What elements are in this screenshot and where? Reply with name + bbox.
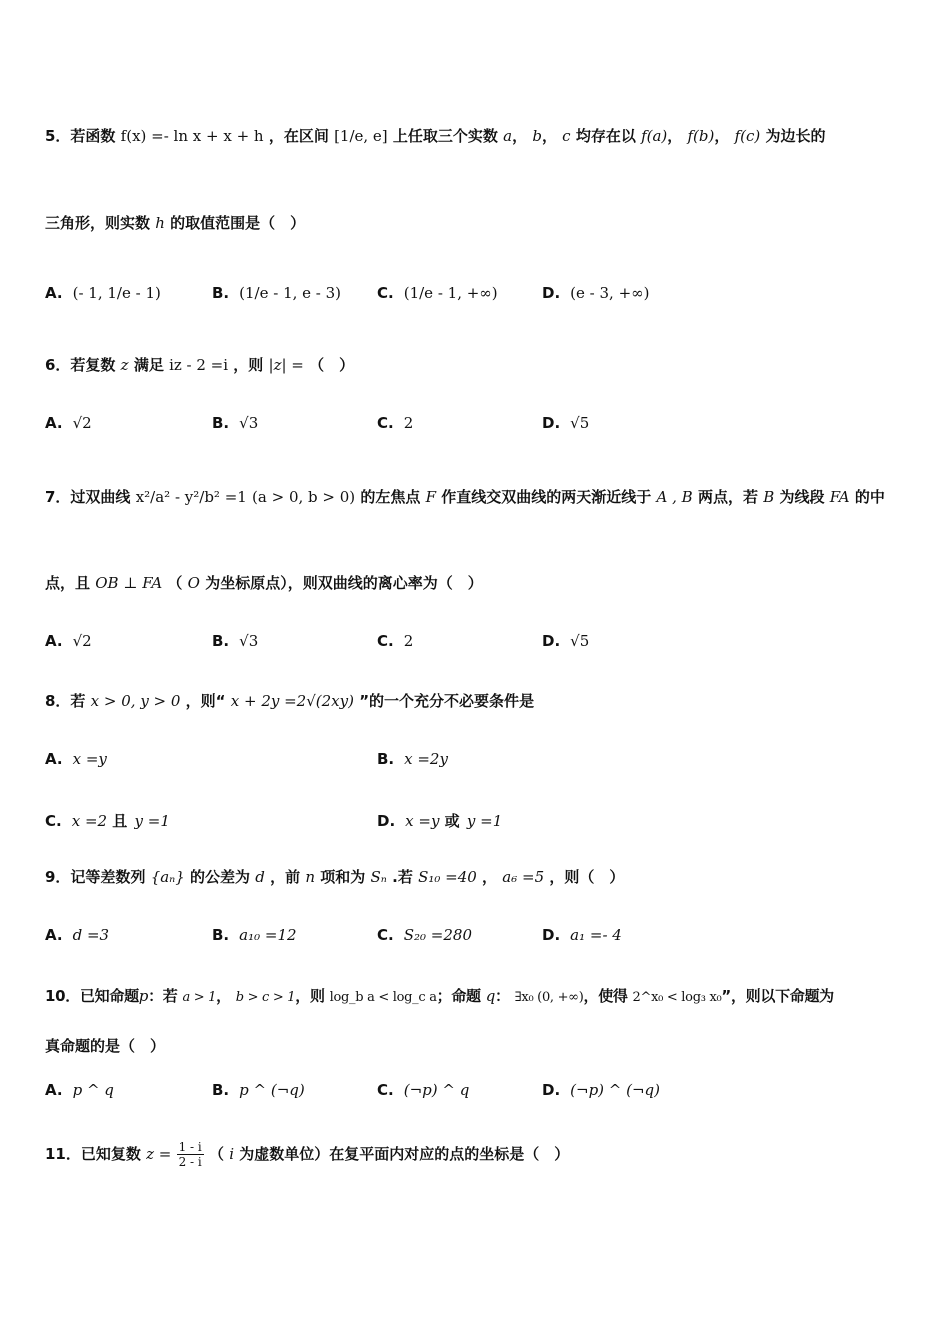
q7-stem_a: 7．过双曲线: [45, 488, 131, 506]
q8-options-2-conj: 且: [112, 812, 128, 830]
q9-stem_c: ，前: [270, 868, 301, 886]
q10-stem_c: ，: [216, 987, 231, 1005]
q10-options-2-value: (¬p) ^ q: [403, 1081, 470, 1099]
q7-options-1-value: √3: [239, 632, 259, 650]
q5-option-d[interactable]: [542, 284, 650, 302]
q5-options-2-label: C.: [377, 284, 394, 302]
q9-stem_b: 的公差为: [190, 868, 251, 886]
q5-stem-line1: 5．若函数 f(x) =- ln x + x + h ，在区间 [1/e, e] 上任取三个实数 a， b， c 均存在以 f(a)， f(b)， f(c) 为边长的: [45, 127, 826, 145]
q6-options-0-label: A.: [45, 414, 63, 432]
q8-options-0-label: A.: [45, 750, 63, 768]
q7-stem_i: 为坐标原点），则双曲线的离心率为（ ）: [205, 574, 483, 592]
q9-options-0-value: d =3: [72, 926, 110, 944]
q5-stem_f: 三角形，则实数: [45, 214, 151, 232]
q8-option-c[interactable]: [45, 810, 170, 831]
q5-stem-line2: [45, 212, 910, 234]
q8-options-2-value2: y =1: [134, 812, 170, 830]
q8-stem_b: ，则“: [185, 692, 226, 710]
q5-fb: f(b): [687, 127, 715, 145]
q8-options-3-label: D.: [377, 812, 396, 830]
q6-option-d[interactable]: [542, 414, 589, 432]
q6-option-c[interactable]: [377, 414, 413, 432]
q9-option-a[interactable]: [45, 926, 109, 944]
q7-perp: OB ⊥ FA: [95, 574, 163, 592]
q5-options-1-value: (1/e - 1, e - 3): [239, 284, 342, 302]
q9-option-c[interactable]: [377, 926, 472, 944]
q8-options-3-conj: 或: [444, 812, 460, 830]
q10-option-d[interactable]: [542, 1081, 660, 1099]
q6-options-1-value: √3: [239, 414, 259, 432]
q5-stem_e: 为边长的: [765, 127, 826, 145]
q9-Sn: Sₙ: [370, 868, 387, 886]
q8-option-b[interactable]: [377, 750, 448, 768]
q8-options-1-label: B.: [377, 750, 395, 768]
q5-vars-2: c: [562, 127, 571, 145]
q5-stem_d: 均存在以: [575, 127, 636, 145]
q10-c1: a > 1: [182, 990, 217, 1005]
q8-option-a[interactable]: [45, 750, 107, 768]
q9-options-2-value: S₂₀ =280: [403, 926, 472, 944]
q7-B: B: [763, 488, 775, 506]
q10-stem_a: 10．已知命题: [45, 987, 139, 1005]
q5-options-2-value: (1/e - 1, +∞): [403, 284, 498, 302]
q5-vars-1: b: [532, 127, 542, 145]
q10-exists: ∃x₀ (0, +∞): [514, 990, 584, 1005]
q6-eq: iz - 2 =i: [169, 356, 229, 374]
q8-options-3-value2: y =1: [466, 812, 503, 830]
q7-stem-line1: [45, 486, 910, 508]
q10-options-1-value: p ^ (¬q): [239, 1081, 305, 1099]
q7-option-d[interactable]: [542, 632, 589, 650]
q7-options-0-label: A.: [45, 632, 63, 650]
q10-options-0-value: p ^ q: [72, 1081, 114, 1099]
q10-options-3-value: (¬p) ^ (¬q): [570, 1081, 661, 1099]
q10-p: p: [138, 987, 149, 1005]
q9-option-b[interactable]: [212, 926, 297, 944]
q8-stem: [45, 690, 910, 712]
q7-stem_f: 的中: [854, 488, 885, 506]
q6-options-3-label: D.: [542, 414, 561, 432]
q10-stem_g: ，使得: [583, 987, 628, 1005]
q9-d: d: [255, 868, 265, 886]
q7-stem_g: 点，且: [45, 574, 91, 592]
q10-stem_b: ：若: [148, 987, 178, 1005]
q10-options-2-label: C.: [377, 1081, 394, 1099]
q9-stem: [45, 866, 910, 888]
q7-stem_e: 为线段: [779, 488, 825, 506]
q7-FA: FA: [829, 488, 850, 506]
q6-absz: |z| =: [268, 356, 304, 374]
q5-interval: [1/e, e]: [334, 127, 388, 145]
q5-stem_a: 5．若函数: [45, 127, 116, 145]
q6-options-2-label: C.: [377, 414, 394, 432]
q10-ineq: 2^x₀ < log₃ x₀: [632, 990, 722, 1005]
q9-options-3-label: D.: [542, 926, 561, 944]
q10-option-b[interactable]: [212, 1081, 305, 1099]
q10-stem_e: ；命题: [436, 987, 481, 1005]
q8-options-2-label: C.: [45, 812, 62, 830]
q11-stem_c: 为虚数单位）在复平面内对应的点的坐标是（ ）: [239, 1145, 570, 1163]
q6-z: z: [120, 356, 129, 374]
q11-fraction: [177, 1140, 204, 1169]
q6-options-1-label: B.: [212, 414, 230, 432]
q7-stem_h: （: [167, 574, 183, 592]
q7-options-3-value: √5: [570, 632, 590, 650]
q5-stem_c: 上任取三个实数: [392, 127, 498, 145]
q7-cond: (a > 0, b > 0): [252, 488, 356, 506]
q6-stem_d: （ ）: [309, 356, 355, 374]
q10-options-1-label: B.: [212, 1081, 230, 1099]
q7-option-b[interactable]: [212, 632, 258, 650]
q10-stem_d: ，则: [295, 987, 325, 1005]
q5-option-c[interactable]: [377, 284, 498, 302]
q6-options-0-value: √2: [72, 414, 92, 432]
q10-options-3-label: D.: [542, 1081, 561, 1099]
q9-seq: {aₙ}: [150, 868, 185, 886]
q11-stem_a: 11．已知复数: [45, 1145, 141, 1163]
q11-z: z =: [146, 1145, 172, 1163]
q5-options-0-value: (- 1, 1/e - 1): [72, 284, 161, 302]
q5-h: h: [155, 214, 165, 232]
q5-fa: f(a): [641, 127, 668, 145]
q5-options-1-label: B.: [212, 284, 230, 302]
q9-options-0-label: A.: [45, 926, 63, 944]
q7-stem_d: 两点，若: [697, 488, 758, 506]
q11-stem: [45, 1140, 910, 1169]
q7-stem_b: 的左焦点: [360, 488, 421, 506]
q10-log: log_b a < log_c a: [329, 990, 437, 1005]
q7-AB: A , B: [656, 488, 693, 506]
q7-options-1-label: B.: [212, 632, 230, 650]
q7-options-2-value: 2: [403, 632, 414, 650]
hyperbola-equation: x²/a² - y²/b² =1: [135, 488, 247, 506]
q7-O: O: [187, 574, 200, 592]
q6-option-a[interactable]: [45, 414, 92, 432]
q5-options-3-value: (e - 3, +∞): [570, 284, 650, 302]
q10-option-c[interactable]: [377, 1081, 469, 1099]
q7-stem-line2: [45, 572, 910, 594]
q9-s10: S₁₀ =40: [418, 868, 477, 886]
q7-option-c[interactable]: [377, 632, 413, 650]
q9-n: n: [305, 868, 316, 886]
q6-options-2-value: 2: [403, 414, 414, 432]
q6-stem_b: 满足: [133, 356, 164, 374]
q7-options-3-label: D.: [542, 632, 561, 650]
q9-stem_d: 项和为: [320, 868, 366, 886]
q5-stem_b: ，在区间: [268, 127, 329, 145]
q5-stem_g: 的取值范围是（ ）: [170, 214, 306, 232]
q11-den: 2 - i: [178, 1155, 202, 1169]
q8-cond: x > 0, y > 0: [90, 692, 181, 710]
q11-i: i: [229, 1145, 235, 1163]
q5-vars-0: a: [503, 127, 513, 145]
q9-options-1-value: a₁₀ =12: [239, 926, 297, 944]
q9-stem_e: .若: [392, 868, 413, 886]
q6-options-3-value: √5: [570, 414, 590, 432]
q10-stem-line2: [45, 1035, 910, 1057]
q10-stem_f: ：: [495, 987, 510, 1005]
q9-stem_f: ，: [482, 868, 498, 886]
q5-option-b[interactable]: [212, 284, 341, 302]
q9-options-3-value: a₁ =- 4: [570, 926, 622, 944]
q6-stem_a: 6．若复数: [45, 356, 116, 374]
q8-options-1-value: x =2y: [404, 750, 448, 768]
q5-options-3-label: D.: [542, 284, 561, 302]
q9-options-1-label: B.: [212, 926, 230, 944]
q5-fc: f(c): [734, 127, 761, 145]
q7-F: F: [425, 488, 437, 506]
q10-q: q: [485, 987, 496, 1005]
q9-stem_g: ，则（ ）: [549, 868, 625, 886]
q8-stem_a: 8．若: [45, 692, 86, 710]
q10-options-0-label: A.: [45, 1081, 63, 1099]
q11-num: 1 - i: [178, 1140, 202, 1154]
q8-options-0-value: x =y: [72, 750, 107, 768]
q9-options-2-label: C.: [377, 926, 394, 944]
q8-eq: x + 2y =2√(2xy): [230, 692, 354, 710]
q10-stem_i: 真命题的是（ ）: [45, 1037, 166, 1055]
q9-a6: a₆ =5: [502, 868, 545, 886]
q6-stem_c: ，则: [233, 356, 264, 374]
q11-stem_b: （: [208, 1145, 224, 1163]
q5-options-0-label: A.: [45, 284, 63, 302]
q8-stem_c: ”的一个充分不必要条件是: [359, 692, 535, 710]
q9-option-d[interactable]: [542, 926, 622, 944]
q6-option-b[interactable]: [212, 414, 258, 432]
q10-option-a[interactable]: [45, 1081, 114, 1099]
q7-option-a[interactable]: [45, 632, 92, 650]
q6-stem: [45, 354, 910, 376]
q8-options-3-value: x =y: [405, 812, 440, 830]
q10-stem_h: ”，则以下命题为: [721, 987, 834, 1005]
q8-options-2-value: x =2: [71, 812, 108, 830]
q7-options-0-value: √2: [72, 632, 92, 650]
q10-c2: b > c > 1: [235, 990, 296, 1005]
q9-stem_a: 9．记等差数列: [45, 868, 146, 886]
q5-function: f(x) =- ln x + x + h: [120, 127, 264, 145]
q7-options-2-label: C.: [377, 632, 394, 650]
q10-stem-line1: [45, 985, 910, 1009]
q7-stem_c: 作直线交双曲线的两天渐近线于: [441, 488, 652, 506]
q5-option-a[interactable]: [45, 284, 161, 302]
q8-option-d[interactable]: [377, 810, 502, 831]
